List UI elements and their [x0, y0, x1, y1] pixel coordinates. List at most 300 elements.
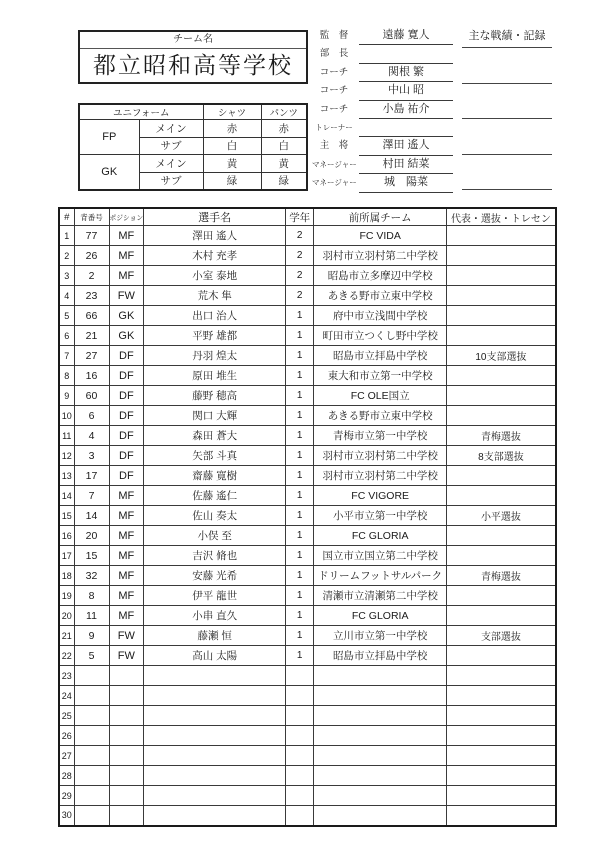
roster-row	[59, 446, 556, 466]
roster-cell-previous-team: あきる野市立東中学校	[314, 406, 447, 426]
roster-cell-previous-team: 青梅市立第一中学校	[314, 426, 447, 446]
roster-cell-player-name: 高山 太陽	[144, 646, 286, 666]
roster-cell-jersey-number: 23	[74, 286, 109, 306]
staff-role-label: マネージャー	[312, 178, 357, 188]
roster-cell-selection: 青梅選抜	[447, 566, 556, 586]
roster-row	[59, 786, 556, 806]
roster-cell-selection	[447, 686, 556, 706]
roster-cell-position: DF	[109, 366, 144, 386]
roster-cell-previous-team	[314, 686, 447, 706]
roster-row	[59, 286, 556, 306]
roster-cell-row-number: 9	[59, 386, 74, 406]
roster-cell-previous-team: 国立市立国立第二中学校	[314, 546, 447, 566]
record-line	[462, 48, 552, 84]
roster-cell-row-number: 12	[59, 446, 74, 466]
uniform-shirt-color: 黄	[203, 155, 261, 173]
roster-cell-grade	[286, 686, 314, 706]
team-name-box	[78, 30, 308, 84]
staff-row	[312, 27, 453, 45]
roster-cell-position	[109, 806, 144, 826]
roster-cell-position	[109, 686, 144, 706]
roster-cell-row-number: 7	[59, 346, 74, 366]
roster-cell-selection: 8支部選抜	[447, 446, 556, 466]
roster-cell-jersey-number	[74, 706, 109, 726]
roster-cell-player-name	[144, 746, 286, 766]
roster-cell-grade: 1	[286, 506, 314, 526]
staff-role-label: 部 長	[319, 48, 349, 60]
roster-cell-grade: 1	[286, 526, 314, 546]
roster-cell-selection: 支部選抜	[447, 626, 556, 646]
roster-cell-position: DF	[109, 346, 144, 366]
roster-cell-jersey-number: 3	[74, 446, 109, 466]
roster-cell-row-number: 14	[59, 486, 74, 506]
roster-cell-grade	[286, 666, 314, 686]
uniform-row-gk-main	[79, 155, 307, 173]
uniform-group-fp: FP	[79, 120, 139, 155]
roster-cell-position: MF	[109, 566, 144, 586]
roster-cell-grade	[286, 726, 314, 746]
roster-cell-jersey-number	[74, 686, 109, 706]
roster-cell-position: FW	[109, 626, 144, 646]
roster-cell-jersey-number: 6	[74, 406, 109, 426]
roster-cell-jersey-number: 2	[74, 266, 109, 286]
roster-cell-player-name	[144, 726, 286, 746]
staff-row	[312, 137, 453, 155]
roster-cell-grade: 2	[286, 266, 314, 286]
roster-cell-selection	[447, 266, 556, 286]
roster-cell-position: MF	[109, 266, 144, 286]
roster-cell-jersey-number	[74, 806, 109, 826]
roster-row	[59, 646, 556, 666]
roster-cell-previous-team	[314, 786, 447, 806]
roster-cell-selection: 青梅選抜	[447, 426, 556, 446]
roster-row	[59, 806, 556, 826]
roster-cell-previous-team: 府中市立浅間中学校	[314, 306, 447, 326]
roster-cell-selection	[447, 486, 556, 506]
roster-cell-jersey-number: 4	[74, 426, 109, 446]
roster-cell-position: MF	[109, 606, 144, 626]
roster-cell-player-name	[144, 686, 286, 706]
roster-cell-position	[109, 706, 144, 726]
roster-row	[59, 426, 556, 446]
roster-row	[59, 626, 556, 646]
roster-cell-row-number: 17	[59, 546, 74, 566]
roster-cell-jersey-number: 11	[74, 606, 109, 626]
staff-role-label: 監 督	[319, 30, 349, 41]
staff-row	[312, 119, 453, 137]
uniform-shirt-color: 赤	[203, 120, 261, 138]
record-line	[462, 119, 552, 155]
roster-cell-previous-team	[314, 666, 447, 686]
roster-row	[59, 266, 556, 286]
staff-name-field	[359, 45, 453, 63]
roster-cell-player-name: 矢部 斗真	[144, 446, 286, 466]
roster-cell-row-number: 6	[59, 326, 74, 346]
roster-row	[59, 486, 556, 506]
roster-row	[59, 326, 556, 346]
roster-cell-selection	[447, 526, 556, 546]
roster-cell-previous-team: 町田市立つくし野中学校	[314, 326, 447, 346]
roster-cell-previous-team	[314, 746, 447, 766]
roster-cell-selection	[447, 706, 556, 726]
roster-cell-position: MF	[109, 246, 144, 266]
roster-cell-jersey-number	[74, 766, 109, 786]
roster-cell-selection	[447, 306, 556, 326]
roster-cell-jersey-number	[74, 746, 109, 766]
roster-row	[59, 606, 556, 626]
roster-cell-player-name: 小室 泰地	[144, 266, 286, 286]
roster-cell-grade: 1	[286, 586, 314, 606]
roster-cell-player-name: 齋藤 寛樹	[144, 466, 286, 486]
roster-cell-position: MF	[109, 526, 144, 546]
roster-row	[59, 346, 556, 366]
roster-row	[59, 226, 556, 246]
roster-header-selection: 代表・選抜・トレセン	[447, 208, 556, 226]
roster-cell-position: MF	[109, 486, 144, 506]
staff-role-label: トレーナー	[315, 122, 353, 132]
roster-cell-jersey-number	[74, 666, 109, 686]
uniform-header-row	[79, 104, 307, 120]
roster-cell-grade: 1	[286, 426, 314, 446]
roster-cell-row-number: 3	[59, 266, 74, 286]
staff-name-field: 城 陽菜	[359, 174, 453, 192]
roster-cell-position	[109, 746, 144, 766]
roster-cell-row-number: 25	[59, 706, 74, 726]
roster-header-no: #	[59, 208, 74, 226]
staff-name-field: 澤田 遙人	[359, 137, 453, 155]
roster-cell-grade: 1	[286, 326, 314, 346]
roster-cell-grade: 2	[286, 226, 314, 246]
roster-row	[59, 386, 556, 406]
roster-cell-previous-team: FC VIGORE	[314, 486, 447, 506]
roster-cell-previous-team: 立川市立第一中学校	[314, 626, 447, 646]
roster-cell-previous-team	[314, 726, 447, 746]
roster-cell-jersey-number	[74, 726, 109, 746]
staff-role-label: コーチ	[319, 103, 349, 115]
roster-row	[59, 746, 556, 766]
roster-cell-grade	[286, 786, 314, 806]
roster-cell-player-name: 藤瀬 恒	[144, 626, 286, 646]
roster-cell-player-name	[144, 666, 286, 686]
staff-name-field: 小島 祐介	[359, 101, 453, 119]
roster-cell-row-number: 13	[59, 466, 74, 486]
roster-cell-jersey-number	[74, 786, 109, 806]
team-name-label: チーム名	[80, 32, 306, 49]
roster-cell-player-name: 荒木 隼	[144, 286, 286, 306]
roster-cell-row-number: 28	[59, 766, 74, 786]
roster-cell-position: MF	[109, 506, 144, 526]
roster-row	[59, 706, 556, 726]
roster-cell-player-name: 吉沢 脩也	[144, 546, 286, 566]
roster-cell-position: MF	[109, 226, 144, 246]
staff-row	[312, 156, 453, 174]
staff-role-label: マネージャー	[312, 159, 357, 169]
staff-row	[312, 101, 453, 119]
roster-cell-position: MF	[109, 586, 144, 606]
roster-cell-grade: 1	[286, 546, 314, 566]
roster-cell-jersey-number: 16	[74, 366, 109, 386]
roster-cell-previous-team: 昭島市立拝島中学校	[314, 646, 447, 666]
staff-name-field	[359, 119, 453, 137]
roster-cell-previous-team: FC VIDA	[314, 226, 447, 246]
record-line	[462, 155, 552, 191]
staff-row	[312, 64, 453, 82]
roster-cell-selection: 小平選抜	[447, 506, 556, 526]
roster-cell-selection	[447, 246, 556, 266]
staff-role-label: コーチ	[319, 85, 349, 97]
roster-cell-grade: 1	[286, 306, 314, 326]
roster-cell-selection	[447, 666, 556, 686]
roster-cell-player-name	[144, 706, 286, 726]
roster-cell-selection	[447, 386, 556, 406]
roster-cell-previous-team	[314, 706, 447, 726]
roster-header-position: ポジション	[109, 208, 144, 226]
roster-cell-previous-team: ドリームフットサルパーク	[314, 566, 447, 586]
roster-cell-row-number: 20	[59, 606, 74, 626]
roster-cell-row-number: 30	[59, 806, 74, 826]
roster-cell-player-name: 原田 堆生	[144, 366, 286, 386]
roster-row	[59, 666, 556, 686]
roster-row	[59, 686, 556, 706]
staff-name-field: 関根 繁	[359, 64, 453, 82]
uniform-pants-color: 緑	[261, 172, 307, 190]
roster-cell-jersey-number: 7	[74, 486, 109, 506]
roster-cell-jersey-number: 5	[74, 646, 109, 666]
staff-role-label: 主 将	[319, 140, 349, 152]
uniform-pants-color: 赤	[261, 120, 307, 138]
staff-name-field: 村田 結菜	[359, 156, 453, 174]
roster-cell-row-number: 29	[59, 786, 74, 806]
roster-cell-previous-team: 羽村市立羽村第二中学校	[314, 466, 447, 486]
uniform-table	[78, 103, 308, 191]
roster-cell-jersey-number: 77	[74, 226, 109, 246]
roster-cell-row-number: 21	[59, 626, 74, 646]
roster-cell-grade: 1	[286, 366, 314, 386]
staff-name-field: 遠藤 寛人	[359, 27, 453, 45]
roster-cell-selection	[447, 646, 556, 666]
roster-cell-row-number: 10	[59, 406, 74, 426]
roster-cell-player-name	[144, 806, 286, 826]
roster-row	[59, 526, 556, 546]
uniform-row-fp-main	[79, 120, 307, 138]
roster-cell-selection	[447, 606, 556, 626]
roster-cell-grade: 1	[286, 486, 314, 506]
roster-row	[59, 586, 556, 606]
roster-cell-selection	[447, 366, 556, 386]
uniform-header-title: ユニフォーム	[79, 104, 203, 120]
roster-cell-previous-team: 東大和市立第一中学校	[314, 366, 447, 386]
roster-cell-player-name: 平野 雄都	[144, 326, 286, 346]
roster-cell-player-name	[144, 766, 286, 786]
roster-cell-selection	[447, 466, 556, 486]
roster-cell-jersey-number: 15	[74, 546, 109, 566]
roster-cell-selection	[447, 586, 556, 606]
roster-cell-row-number: 4	[59, 286, 74, 306]
roster-cell-selection	[447, 286, 556, 306]
roster-body	[59, 226, 556, 826]
roster-cell-position	[109, 666, 144, 686]
roster-cell-jersey-number: 8	[74, 586, 109, 606]
roster-cell-grade: 1	[286, 446, 314, 466]
roster-cell-previous-team: 羽村市立羽村第二中学校	[314, 246, 447, 266]
roster-cell-position: GK	[109, 326, 144, 346]
roster-cell-jersey-number: 32	[74, 566, 109, 586]
staff-list	[312, 27, 453, 193]
roster-cell-jersey-number: 21	[74, 326, 109, 346]
roster-cell-previous-team: FC OLE国立	[314, 386, 447, 406]
roster-cell-grade: 1	[286, 386, 314, 406]
uniform-kind: メイン	[139, 155, 203, 173]
roster-cell-previous-team	[314, 806, 447, 826]
uniform-shirt-color: 白	[203, 137, 261, 155]
roster-cell-previous-team: FC GLORIA	[314, 606, 447, 626]
roster-cell-player-name: 澤田 遙人	[144, 226, 286, 246]
uniform-shirt-color: 緑	[203, 172, 261, 190]
roster-cell-player-name: 丹羽 煌太	[144, 346, 286, 366]
roster-cell-selection	[447, 766, 556, 786]
roster-cell-jersey-number: 20	[74, 526, 109, 546]
roster-cell-row-number: 2	[59, 246, 74, 266]
roster-cell-previous-team: 清瀬市立清瀬第二中学校	[314, 586, 447, 606]
roster-cell-position: DF	[109, 426, 144, 446]
uniform-group-gk: GK	[79, 155, 139, 190]
team-name: 都立昭和高等学校	[93, 52, 293, 78]
roster-cell-grade: 1	[286, 346, 314, 366]
roster-row	[59, 366, 556, 386]
roster-header-player-name: 選手名	[144, 208, 286, 226]
records-section	[462, 27, 552, 190]
roster-cell-player-name: 伊平 龍世	[144, 586, 286, 606]
roster-cell-player-name: 小串 直久	[144, 606, 286, 626]
records-title: 主な戦績・記録	[462, 27, 552, 48]
roster-cell-selection	[447, 226, 556, 246]
roster-cell-previous-team: あきる野市立東中学校	[314, 286, 447, 306]
staff-row	[312, 45, 453, 63]
roster-cell-selection	[447, 806, 556, 826]
roster-row	[59, 406, 556, 426]
roster-cell-player-name: 佐藤 遙仁	[144, 486, 286, 506]
roster-cell-jersey-number: 66	[74, 306, 109, 326]
roster-cell-player-name: 木村 充孝	[144, 246, 286, 266]
roster-row	[59, 246, 556, 266]
roster-row	[59, 306, 556, 326]
roster-cell-previous-team: 昭島市立拝島中学校	[314, 346, 447, 366]
roster-cell-previous-team: 昭島市立多摩辺中学校	[314, 266, 447, 286]
roster-cell-position	[109, 786, 144, 806]
roster-cell-player-name	[144, 786, 286, 806]
roster-cell-player-name: 小俣 至	[144, 526, 286, 546]
roster-cell-row-number: 8	[59, 366, 74, 386]
staff-name-field: 中山 昭	[359, 82, 453, 100]
roster-cell-grade: 2	[286, 286, 314, 306]
roster-cell-position: DF	[109, 386, 144, 406]
roster-cell-row-number: 11	[59, 426, 74, 446]
roster-cell-row-number: 15	[59, 506, 74, 526]
roster-cell-player-name: 出口 治人	[144, 306, 286, 326]
roster-cell-row-number: 26	[59, 726, 74, 746]
roster-row	[59, 766, 556, 786]
roster-cell-previous-team: FC GLORIA	[314, 526, 447, 546]
record-line	[462, 84, 552, 120]
roster-cell-jersey-number: 17	[74, 466, 109, 486]
uniform-kind: メイン	[139, 120, 203, 138]
roster-cell-position: DF	[109, 406, 144, 426]
roster-header-jersey-number: 背番号	[74, 208, 109, 226]
roster-row	[59, 506, 556, 526]
roster-row	[59, 726, 556, 746]
roster-cell-grade: 1	[286, 406, 314, 426]
roster-cell-grade	[286, 746, 314, 766]
roster-cell-player-name: 藤野 穂高	[144, 386, 286, 406]
roster-cell-jersey-number: 60	[74, 386, 109, 406]
roster-cell-grade: 2	[286, 246, 314, 266]
roster-row	[59, 566, 556, 586]
roster-cell-position: DF	[109, 466, 144, 486]
roster-cell-position: FW	[109, 286, 144, 306]
roster-cell-grade: 1	[286, 566, 314, 586]
roster-cell-jersey-number: 27	[74, 346, 109, 366]
roster-cell-jersey-number: 14	[74, 506, 109, 526]
roster-cell-jersey-number: 26	[74, 246, 109, 266]
roster-cell-player-name: 安藤 光希	[144, 566, 286, 586]
roster-cell-row-number: 1	[59, 226, 74, 246]
roster-cell-player-name: 森田 蒼大	[144, 426, 286, 446]
roster-cell-row-number: 23	[59, 666, 74, 686]
roster-cell-selection	[447, 546, 556, 566]
roster-cell-grade	[286, 806, 314, 826]
roster-cell-position: FW	[109, 646, 144, 666]
uniform-header-pants: パンツ	[261, 104, 307, 120]
staff-row	[312, 174, 453, 192]
uniform-header-shirt: シャツ	[203, 104, 261, 120]
roster-cell-selection	[447, 726, 556, 746]
roster-cell-jersey-number: 9	[74, 626, 109, 646]
roster-header-previous-team: 前所属チーム	[314, 208, 447, 226]
roster-cell-row-number: 18	[59, 566, 74, 586]
roster-cell-row-number: 16	[59, 526, 74, 546]
roster-cell-row-number: 5	[59, 306, 74, 326]
uniform-pants-color: 黄	[261, 155, 307, 173]
roster-cell-selection	[447, 746, 556, 766]
roster-cell-selection	[447, 406, 556, 426]
roster-cell-position: MF	[109, 546, 144, 566]
roster-cell-grade: 1	[286, 606, 314, 626]
roster-cell-grade: 1	[286, 466, 314, 486]
roster-cell-previous-team: 羽村市立羽村第二中学校	[314, 446, 447, 466]
roster-cell-player-name: 関口 大輝	[144, 406, 286, 426]
uniform-kind: サブ	[139, 137, 203, 155]
roster-row	[59, 466, 556, 486]
roster-cell-selection	[447, 326, 556, 346]
roster-cell-player-name: 佐山 奏太	[144, 506, 286, 526]
roster-cell-position	[109, 766, 144, 786]
roster-cell-selection: 10支部選抜	[447, 346, 556, 366]
roster-cell-grade: 1	[286, 626, 314, 646]
roster-cell-row-number: 19	[59, 586, 74, 606]
roster-header-row	[59, 208, 556, 226]
uniform-kind: サブ	[139, 172, 203, 190]
roster-header-grade: 学年	[286, 208, 314, 226]
roster-row	[59, 546, 556, 566]
roster-cell-grade	[286, 706, 314, 726]
roster-cell-previous-team	[314, 766, 447, 786]
uniform-pants-color: 白	[261, 137, 307, 155]
staff-row	[312, 82, 453, 100]
roster-cell-position: DF	[109, 446, 144, 466]
roster-cell-previous-team: 小平市立第一中学校	[314, 506, 447, 526]
roster-cell-row-number: 27	[59, 746, 74, 766]
records-lines	[462, 48, 552, 190]
